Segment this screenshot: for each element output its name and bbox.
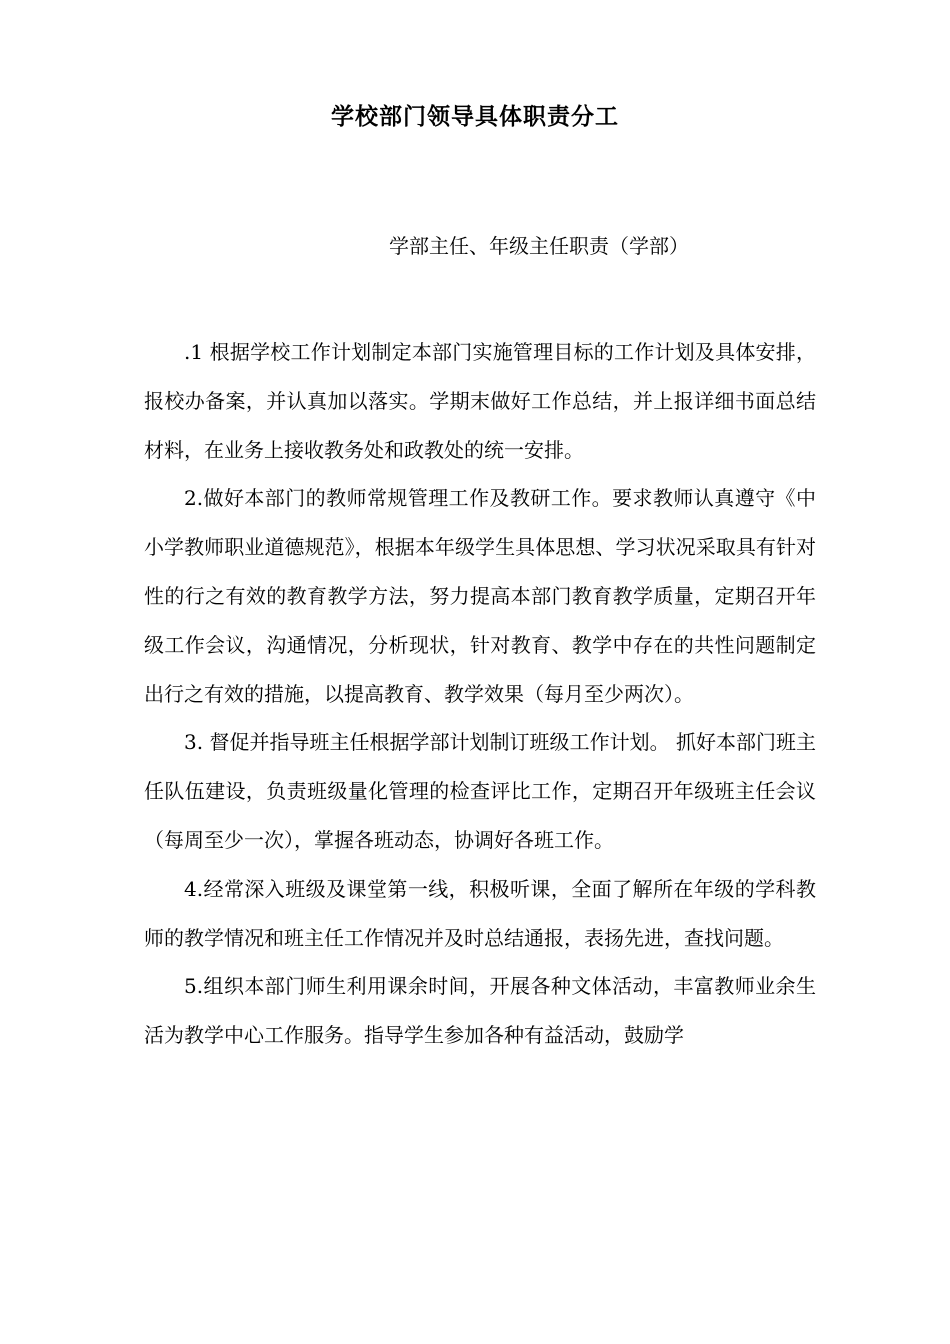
paragraph-3: 3. 督促并指导班主任根据学部计划制订班级工作计划。 抓好本部门班主任队伍建设，负责班级量化管理的检查评比工作，定期召开年级班主任会议（每周至少一次），掌握各班动态，协调好各班工作。: [144, 730, 816, 852]
document-title: 学校部门领导具体职责分工: [331, 103, 619, 130]
paragraph-2: 2.做好本部门的教师常规管理工作及教研工作。要求教师认真遵守《中小学教师职业道德规范》，根据本年级学生具体思想、学习状况采取具有针对性的行之有效的教育教学方法，努力提高本部门教育教学质量，定期召开年级工作会议，沟通情况，分析现状，针对教育、教学中存在的共性问题制定出行之有效的措施，以提高教育、教学效果（每月至少两次）。: [144, 486, 816, 706]
document-body: [144, 328, 816, 1060]
paragraph-5: 5.组织本部门师生利用课余时间，开展各种文体活动，丰富教师业余生活为教学中心工作服务。指导学生参加各种有益活动，鼓励学: [144, 974, 816, 1048]
section-heading: 学部主任、年级主任职责（学部）: [389, 234, 689, 258]
paragraph-4: 4.经常深入班级及课堂第一线，积极听课，全面了解所在年级的学科教师的教学情况和班主任工作情况并及时总结通报，表扬先进，查找问题。: [144, 876, 816, 950]
paragraph-1: .1 根据学校工作计划制定本部门实施管理目标的工作计划及具体安排，报校办备案，并认真加以落实。学期末做好工作总结，并上报详细书面总结材料，在业务上接收教务处和政教处的统一安排。: [144, 340, 816, 462]
